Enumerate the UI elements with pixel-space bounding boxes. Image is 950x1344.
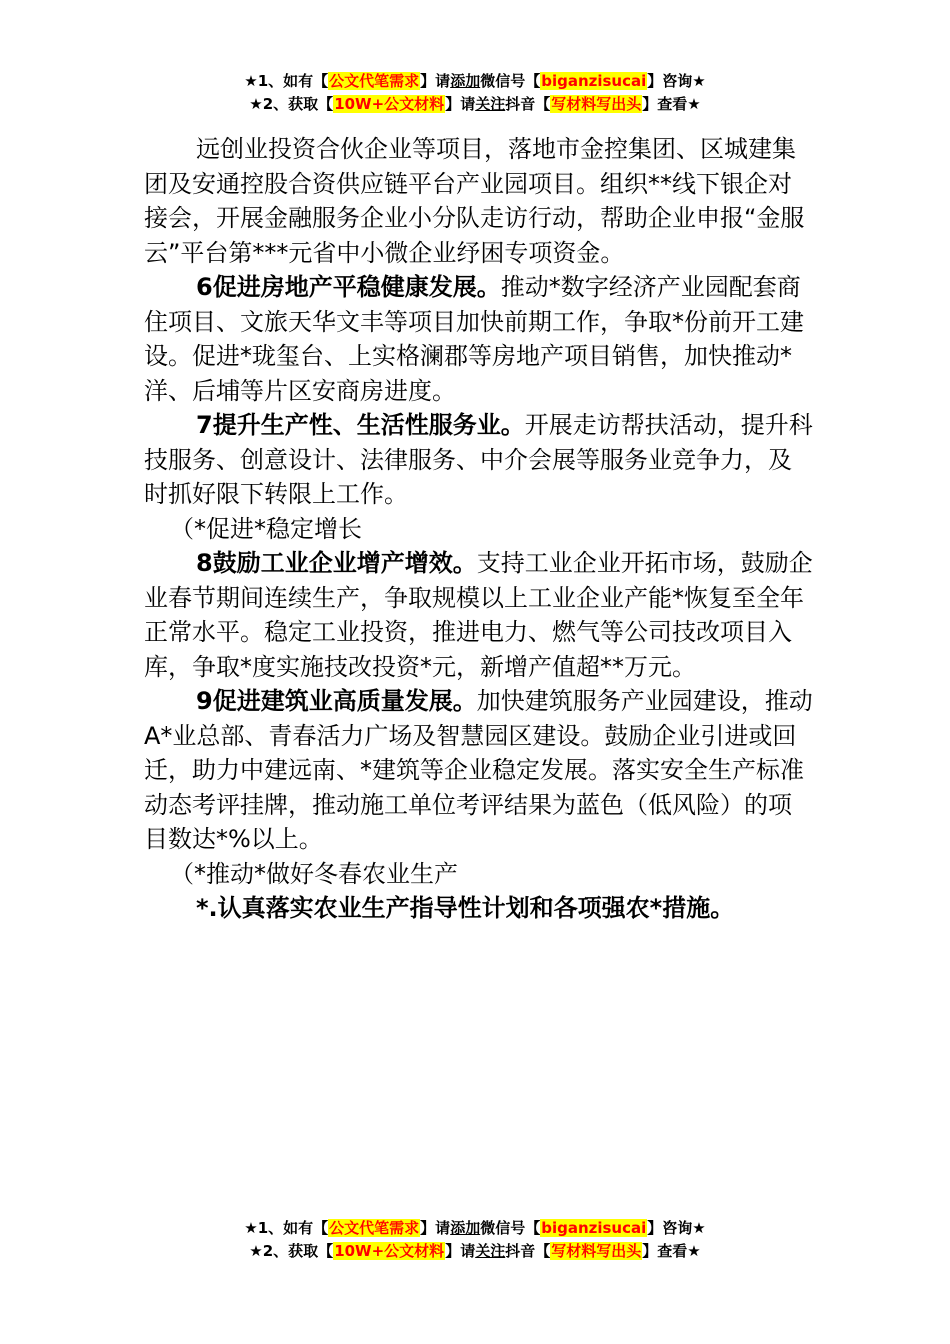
paragraph-3 [144, 408, 814, 512]
paragraph-text: 推动*数字经济产业园配套商住项目、文旅天华文丰等项目加快前期工作，争取*份前开工建设。促进*珑玺台、上实格澜郡等房地产项目销售，加快推动*洋、后埔等片区安商房进度。 [144, 273, 804, 405]
banner-text: 】请 [420, 72, 451, 90]
banner-text: 微信号【 [480, 72, 541, 90]
banner-text: 】请 [420, 1219, 451, 1237]
bottom-banner [0, 1217, 950, 1263]
banner-underlined: 关注 [475, 1242, 506, 1260]
paragraph-1: 远创业投资合伙企业等项目，落地市金控集团、区城建集团及安通控股合资供应链平台产业园项目。组织**线下银企对接会，开展金融服务企业小分队走访行动，帮助企业申报“金服云”平台第***元省中小微企业纾困专项资金。 [144, 135, 805, 267]
banner-text: ★1、如有【 [244, 72, 329, 90]
banner-highlight: biganzisucai [541, 1219, 647, 1237]
paragraph-text: 开展走访帮扶活动，提升科技服务、创意设计、法律服务、中介会展等服务业竞争力，及时抓好限下转限上工作。 [144, 411, 813, 508]
banner-line-1 [0, 1217, 950, 1240]
banner-line-2 [0, 1240, 950, 1263]
banner-text: 】咨询★ [647, 1219, 706, 1237]
banner-highlight: 10W+公文材料 [334, 95, 445, 113]
banner-underlined: 关注 [475, 95, 506, 113]
banner-text: ★2、获取【 [249, 1242, 334, 1260]
banner-text: 】请 [445, 95, 476, 113]
top-banner [0, 70, 950, 116]
banner-text: 】查看★ [642, 95, 701, 113]
banner-line-2 [0, 93, 950, 116]
paragraph-2 [144, 270, 814, 408]
banner-highlight: 写材料写出头 [551, 95, 642, 113]
banner-text: ★2、获取【 [249, 95, 334, 113]
banner-text: 抖音【 [505, 95, 551, 113]
banner-highlight: 写材料写出头 [551, 1242, 642, 1260]
document-body [144, 132, 814, 926]
banner-text: 】请 [445, 1242, 476, 1260]
paragraph-text: 支持工业企业开拓市场，鼓励企业春节期间连续生产，争取规模以上工业企业产能*恢复至全年正常水平。稳定工业投资，推进电力、燃气等公司技改项目入库，争取*度实施技改投资*元，新增产值超**万元。 [144, 549, 813, 681]
banner-underlined: 添加 [450, 72, 481, 90]
banner-highlight: 10W+公文材料 [334, 1242, 445, 1260]
section-heading: 9促进建筑业高质量发展。 [196, 687, 477, 715]
banner-text: 微信号【 [480, 1219, 541, 1237]
paragraph-7: （*推动*做好冬春农业生产 [170, 859, 458, 888]
banner-text: 】查看★ [642, 1242, 701, 1260]
banner-highlight: 公文代笔需求 [329, 72, 420, 90]
paragraph-6 [144, 684, 814, 857]
paragraph-text: 加快建筑服务产业园建设，推动A*业总部、青春活力广场及智慧园区建设。鼓励企业引进或回迁，助力中建远南、*建筑等企业稳定发展。落实安全生产标准动态考评挂牌，推动施工单位考评结果为蓝色（低风险）的项目数达*%以上。 [144, 687, 813, 853]
paragraph-8: *.认真落实农业生产指导性计划和各项强农*措施。 [196, 894, 735, 922]
banner-line-1 [0, 70, 950, 93]
section-heading: 6促进房地产平稳健康发展。 [196, 273, 501, 301]
banner-underlined: 添加 [450, 1219, 481, 1237]
banner-text: ★1、如有【 [244, 1219, 329, 1237]
banner-text: 抖音【 [505, 1242, 551, 1260]
banner-highlight: biganzisucai [541, 72, 647, 90]
section-heading: 7提升生产性、生活性服务业。 [196, 411, 525, 439]
paragraph-5 [144, 546, 814, 684]
paragraph-4: （*促进*稳定增长 [170, 514, 362, 543]
section-heading: 8鼓励工业企业增产增效。 [196, 549, 477, 577]
banner-text: 】咨询★ [647, 72, 706, 90]
banner-highlight: 公文代笔需求 [329, 1219, 420, 1237]
